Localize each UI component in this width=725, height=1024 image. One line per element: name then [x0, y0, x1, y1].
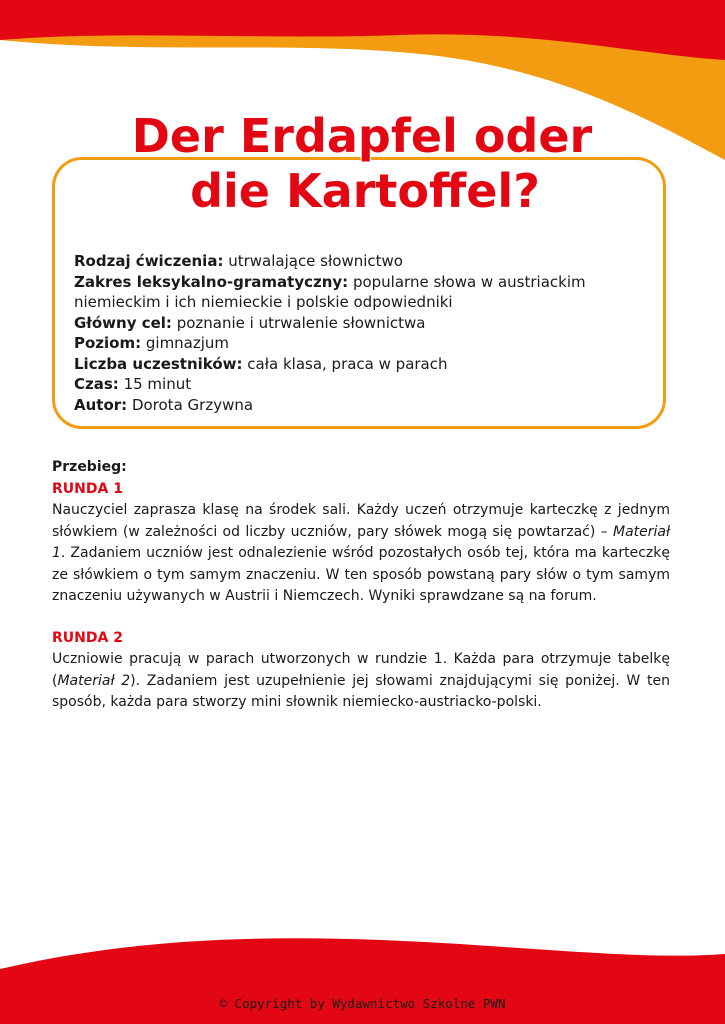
info-time: Czas: 15 minut: [74, 375, 192, 393]
procedure-section: [52, 457, 670, 714]
info-author: Autor: Dorota Grzywna: [74, 395, 254, 414]
info-goal: Główny cel: poznanie i utrwalenie słownictwa: [74, 313, 426, 332]
round-1-text: Nauczyciel zaprasza klasę na środek sali. Każdy uczeń otrzymuje karteczkę z jednym słówkiem (w zależności od liczby uczniów, pary słówek mogą się powtarzać) – Materiał 1. Zadaniem uczniów jest odnalezienie wśród pozostałych osób tej, która ma karteczkę ze słówkiem o tym samym znaczeniu. W ten sposób powstaną pary słów o tym samym znaczeniu używanych w Austrii i Niemczech. Wyniki sprawdzane są na forum.: [52, 502, 670, 604]
round-1-title: RUNDA 1: [52, 480, 123, 497]
procedure-heading: Przebieg:: [52, 459, 127, 475]
info-scope: Zakres leksykalno-gramatyczny: popularne słowa w austriackim niemieckim i ich niemieckie i polskie odpowiedniki: [74, 272, 586, 311]
info-level: Poziom: gimnazjum: [74, 334, 230, 352]
exercise-info: [74, 251, 644, 415]
title-line-1: Der Erdapfel oder: [131, 110, 593, 163]
info-type: Rodzaj ćwiczenia: utrwalające słownictwo: [74, 252, 403, 270]
round-2-text: Uczniowie pracują w parach utworzonych w rundzie 1. Każda para otrzymuje tabelkę (Materiał 2). Zadaniem jest uzupełnienie jej słowami znajdującymi się poniżej. W ten sposób, każda para stworzy mini słownik niemiecko-austriacko-polski.: [52, 651, 670, 710]
round-2-title: RUNDA 2: [52, 629, 123, 646]
material-2-ref: Materiał 2: [57, 672, 131, 689]
info-participants: Liczba uczestników: cała klasa, praca w parach: [74, 354, 448, 373]
copyright-footer: © Copyright by Wydawnictwo Szkolne PWN: [219, 996, 506, 1011]
material-1-ref: Materiał 1: [52, 523, 670, 561]
title-line-2: die Kartoffel?: [190, 164, 540, 218]
page-title: [0, 110, 725, 220]
